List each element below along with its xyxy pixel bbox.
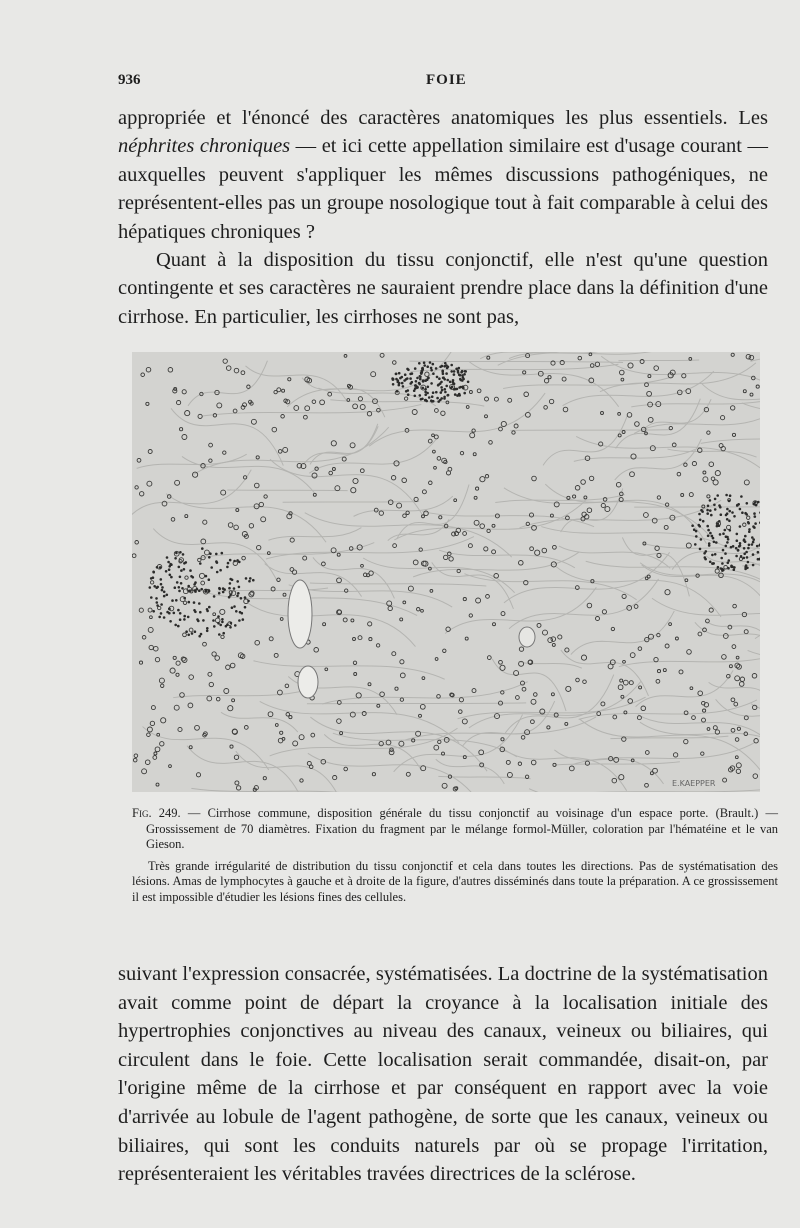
histology-figure bbox=[132, 352, 760, 792]
caption-main-text: — Cirrhose commune, disposition générale du tissu conjonctif au voisinage d'un espace porte. (Brault.) — Grossissement de 70 diamètres. Fixation du fragment par le mélange formol-Müller, coloration par l'hématéine et le van Gieson. bbox=[146, 806, 778, 852]
paragraph-1 bbox=[118, 104, 768, 246]
paragraph-3: suivant l'expression consacrée, systématisées. La doctrine de la systématisation avait comme point de départ la croyance à la localisation initiale des hypertrophies conjonctives au niveau des canaux, veineux ou biliaires, qui circulent dans le foie. Cette localisation serait commandée, disait-on, par l'origine même de la cirrhose et par conséquent en rapport avec la voie d'arrivée au lobule de l'agent pathogène, de sorte que les canaux, veineux ou biliaires, qui sont les conduits naturels par où se propage l'irritation, représenteraient les véritables travées directrices de la sclérose. bbox=[118, 963, 768, 1186]
page-number: 936 bbox=[118, 72, 141, 88]
paragraph-1-start: appropriée et l'énoncé des caractères anatomiques les plus essentiels. Les bbox=[118, 107, 768, 129]
histology-engraving bbox=[132, 352, 760, 792]
page-header bbox=[118, 72, 778, 96]
figure-caption bbox=[132, 806, 778, 906]
caption-main bbox=[132, 806, 778, 853]
running-title: FOIE bbox=[426, 72, 467, 88]
paragraph-1-end: — et ici cette appellation similaire est d'usage courant — auxquelles peuvent s'appliquer les mêmes discussions pathogéniques, ne représentent-elles pas un groupe nosologique tout à fait comparable à celui des hépatiques chroniques ? bbox=[118, 135, 768, 243]
paragraph-2: Quant à la disposition du tissu conjonctif, elle n'est qu'une question contingente et ses caractères ne sauraient prendre place dans la définition d'une cirrhose. En particulier, les cirrhoses ne sont pas, bbox=[118, 249, 768, 328]
body-text-bottom bbox=[118, 960, 768, 1189]
figure-label: Fig. 249. bbox=[132, 806, 181, 820]
emphasis-nephrites: néphrites chroniques bbox=[118, 135, 291, 158]
body-text-top bbox=[118, 104, 768, 331]
engraver-signature: E.KAEPPER bbox=[672, 779, 716, 788]
caption-note: Très grande irrégularité de distribution du tissu conjonctif et cela dans toutes les directions. Pas de systématisation des lésions. Amas de lymphocytes à gauche et à droite de la figure, d'autres disséminés dans toute la préparation. A ce grossissement il est impossible d'étudier les lésions fines des cellules. bbox=[132, 858, 778, 904]
